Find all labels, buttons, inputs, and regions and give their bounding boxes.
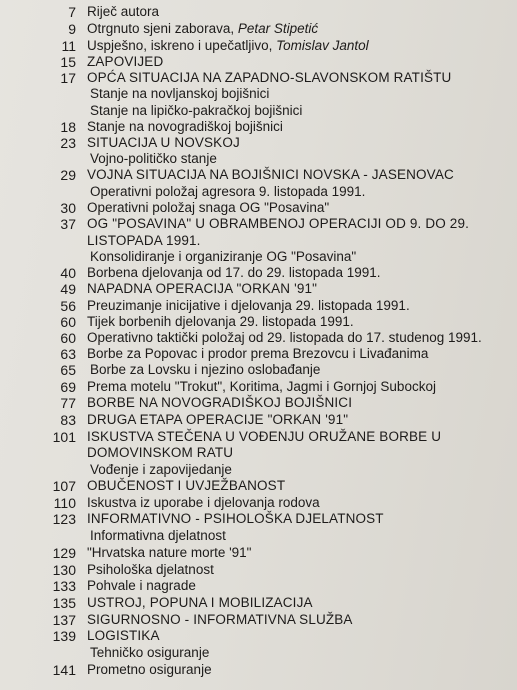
toc-entry-title — [87, 330, 482, 346]
toc-author: Tomislav Jantol — [276, 38, 369, 53]
toc-entry-title — [87, 662, 212, 678]
toc-title-text: Prema motelu "Trokut", Koritima, Jagmi i Gornjoj Subockoj — [87, 379, 436, 394]
toc-entry-title — [90, 528, 226, 544]
toc-entry — [0, 412, 517, 428]
toc-entry — [0, 281, 517, 297]
toc-title-text: USTROJ, POPUNA I MOBILIZACIJA — [87, 595, 313, 610]
toc-page-number: 77 — [60, 395, 76, 411]
toc-entry — [0, 478, 517, 494]
toc-title-text: BORBE NA NOVOGRADIŠKOJ BOJIŠNICI — [87, 395, 353, 410]
toc-entry — [0, 545, 517, 561]
toc-title-text: OPĆA SITUACIJA NA ZAPADNO-SLAVONSKOM RATIŠTU — [87, 70, 452, 85]
toc-page-number: 40 — [60, 265, 76, 281]
toc-entry-title — [87, 233, 201, 249]
toc-entry — [0, 628, 517, 644]
toc-entry-title — [87, 21, 318, 37]
toc-entry-title — [87, 314, 354, 330]
toc-title-text: NAPADNA OPERACIJA "ORKAN '91" — [87, 281, 318, 296]
toc-page-number: 65 — [60, 362, 76, 378]
toc-page-number: 110 — [53, 495, 76, 511]
toc-title-text: INFORMATIVNO - PSIHOLOŠKA DJELATNOST — [87, 511, 384, 526]
toc-page-number: 130 — [52, 562, 76, 578]
toc-page-number: 11 — [61, 38, 76, 54]
toc-title-text: Operativni položaj snaga OG "Posavina" — [87, 200, 330, 215]
toc-entry-title — [87, 545, 251, 561]
toc-entry — [0, 511, 517, 527]
toc-title-text: Prometno osiguranje — [87, 662, 212, 677]
toc-entry-title — [87, 119, 283, 135]
toc-entry-title — [90, 103, 302, 119]
toc-entry-title — [90, 86, 269, 102]
toc-author: Petar Stipetić — [237, 21, 319, 36]
toc-page-number: 107 — [52, 478, 76, 494]
toc-title-text: Stanje na novljanskoj bojišnici — [90, 86, 270, 101]
toc-entry-title — [87, 200, 329, 216]
toc-title-text: VOJNA SITUACIJA NA BOJIŠNICI NOVSKA - JASENOVAC — [87, 167, 454, 182]
toc-title-text: Vojno-političko stanje — [90, 151, 217, 166]
toc-title-text: Borbena djelovanja od 17. do 29. listopada 1991. — [87, 265, 381, 280]
toc-entry-title — [90, 362, 320, 378]
toc-page-number: 23 — [60, 135, 76, 151]
toc-entry — [0, 70, 517, 86]
toc-entry-title — [87, 281, 317, 297]
toc-page-number: 30 — [60, 200, 76, 216]
toc-entry — [0, 135, 517, 151]
toc-entry-title — [90, 151, 217, 167]
toc-entry-title — [90, 645, 209, 661]
toc-entry — [0, 528, 517, 544]
toc-entry — [0, 346, 517, 362]
toc-entry — [0, 462, 517, 478]
toc-entry — [0, 151, 517, 167]
toc-page-number: 135 — [52, 595, 76, 611]
toc-entry — [0, 86, 517, 102]
toc-entry-title — [87, 216, 469, 232]
toc-title-text: Uspješno, iskreno i upečatljivo, — [87, 38, 277, 53]
toc-entry — [0, 662, 517, 678]
toc-entry-title — [87, 379, 436, 395]
toc-title-text: Stanje na novogradiškoj bojišnici — [87, 119, 283, 134]
toc-title-text: Operativno taktički položaj od 29. listopada do 17. studenog 1991. — [87, 330, 482, 345]
toc-page-number: 129 — [52, 545, 76, 561]
toc-page-number: 123 — [52, 511, 76, 527]
toc-entry-title — [87, 70, 451, 86]
toc-title-text: Tijek borbenih djelovanja 29. listopada 1991. — [87, 314, 354, 329]
toc-page-number: 37 — [60, 216, 76, 232]
toc-page-number: 18 — [60, 119, 76, 135]
toc-page-number: 7 — [68, 4, 76, 20]
toc-title-text: SITUACIJA U NOVSKOJ — [87, 135, 240, 150]
toc-entry-title — [87, 429, 441, 445]
toc-entry-title — [87, 298, 410, 314]
toc-entry-title — [87, 445, 233, 461]
toc-page-number: 29 — [60, 167, 76, 183]
toc-entry-title — [87, 4, 159, 20]
toc-entry — [0, 379, 517, 395]
toc-entry-title — [87, 395, 352, 411]
toc-title-text: ISKUSTVA STEČENA U VOĐENJU ORUŽANE BORBE U — [87, 429, 442, 444]
toc-page-number: 56 — [60, 298, 76, 314]
toc-entry-title — [87, 562, 214, 578]
toc-entry-title — [87, 595, 313, 611]
toc-title-text: Operativni položaj agresora 9. listopada 1991. — [90, 184, 366, 199]
toc-entry — [0, 119, 517, 135]
toc-entry — [0, 4, 517, 20]
toc-page-number: 60 — [60, 314, 76, 330]
toc-entry — [0, 612, 517, 628]
toc-title-text: Borbe za Lovsku i njezino oslobađanje — [90, 362, 321, 377]
toc-entry-title — [87, 38, 369, 54]
toc-title-text: LISTOPADA 1991. — [87, 233, 201, 248]
toc-entry-title — [87, 167, 454, 183]
toc-page-number: 63 — [60, 346, 76, 362]
toc-entry — [0, 298, 517, 314]
toc-entry-title — [90, 462, 232, 478]
toc-title-text: Informativna djelatnost — [90, 528, 226, 543]
toc-title-text: Preuzimanje inicijative i djelovanja 29. listopada 1991. — [87, 298, 410, 313]
toc-entry — [0, 495, 517, 511]
toc-title-text: OBUČENOST I UVJEŽBANOST — [87, 478, 286, 493]
toc-entry-title — [87, 135, 240, 151]
toc-page-number: 15 — [60, 54, 76, 70]
toc-entry — [0, 167, 517, 183]
toc-page-number: 141 — [52, 662, 76, 678]
toc-title-text: LOGISTIKA — [87, 628, 160, 643]
toc-entry — [0, 578, 517, 594]
toc-page-number: 9 — [68, 21, 76, 37]
toc-title-text: Iskustva iz uporabe i djelovanja rodova — [87, 495, 320, 510]
toc-entry — [0, 330, 517, 346]
toc-page-number: 83 — [60, 412, 76, 428]
toc-entry — [0, 200, 517, 216]
toc-entry-title — [87, 511, 384, 527]
toc-title-text: DRUGA ETAPA OPERACIJE "ORKAN '91" — [87, 412, 349, 427]
toc-entry — [0, 54, 517, 70]
toc-page-number: 49 — [60, 281, 76, 297]
toc-entry-title — [90, 249, 356, 265]
toc-entry — [0, 103, 517, 119]
toc-entry-title — [87, 54, 163, 70]
toc-page-number: 60 — [60, 330, 76, 346]
toc-title-text: OG "POSAVINA" U OBRAMBENOJ OPERACIJI OD 9. DO 29. — [87, 216, 470, 231]
toc-page-number: 137 — [52, 612, 76, 628]
toc-title-text: SIGURNOSNO - INFORMATIVNA SLUŽBA — [87, 612, 353, 627]
toc-entry-title — [87, 495, 320, 511]
toc-entry-title — [87, 346, 428, 362]
toc-title-text: Konsolidiranje i organiziranje OG "Posavina" — [90, 249, 357, 264]
toc-entry-title — [90, 184, 365, 200]
toc-title-text: Otrgnuto sjeni zaborava, — [87, 21, 238, 36]
toc-entry-title — [87, 265, 380, 281]
toc-page-number: 133 — [52, 578, 76, 594]
toc-entry — [0, 21, 517, 37]
toc-entry — [0, 38, 517, 54]
toc-entry — [0, 562, 517, 578]
toc-title-text: Tehničko osiguranje — [90, 645, 210, 660]
toc-entry — [0, 216, 517, 232]
toc-entry-title — [87, 578, 196, 594]
toc-title-text: Riječ autora — [87, 4, 160, 19]
toc-title-text: "Hrvatska nature morte '91" — [87, 545, 252, 560]
toc-entry — [0, 184, 517, 200]
toc-entry — [0, 445, 517, 461]
toc-page-number: 101 — [52, 429, 76, 445]
toc-title-text: Vođenje i zapovijedanje — [90, 462, 232, 477]
toc-title-text: Psihološka djelatnost — [87, 562, 214, 577]
toc-entry — [0, 395, 517, 411]
toc-title-text: DOMOVINSKOM RATU — [87, 445, 234, 460]
toc-page-number: 139 — [52, 628, 76, 644]
toc-entry — [0, 233, 517, 249]
toc-entry-title — [87, 628, 160, 644]
toc-page-number: 69 — [60, 379, 76, 395]
toc-page-number: 17 — [60, 70, 76, 86]
toc-entry — [0, 645, 517, 661]
toc-entry — [0, 314, 517, 330]
toc-entry — [0, 595, 517, 611]
toc-entry — [0, 429, 517, 445]
toc-entry-title — [87, 612, 353, 628]
toc-title-text: Stanje na lipičko-pakračkoj bojišnici — [90, 103, 303, 118]
toc-entry-title — [87, 478, 285, 494]
toc-entry-title — [87, 412, 348, 428]
toc-entry — [0, 265, 517, 281]
toc-entry — [0, 362, 517, 378]
toc-entry — [0, 249, 517, 265]
toc-title-text: ZAPOVIJED — [87, 54, 164, 69]
toc-title-text: Pohvale i nagrade — [87, 578, 196, 593]
toc-title-text: Borbe za Popovac i prodor prema Brezovcu i Livađanima — [87, 346, 429, 361]
